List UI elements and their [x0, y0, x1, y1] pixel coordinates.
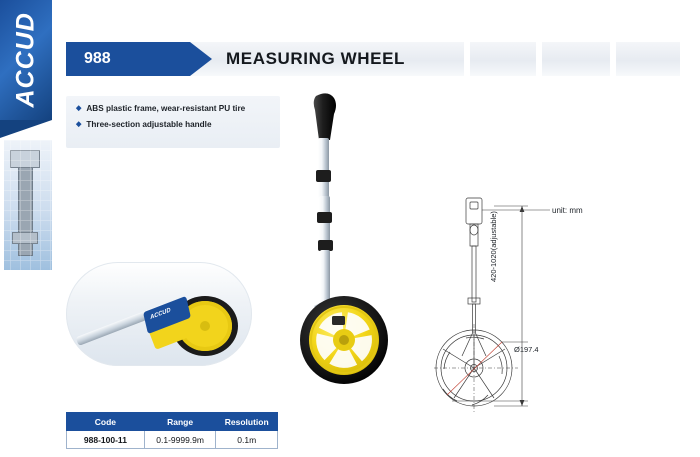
photo-brand-label: ACCUD	[149, 307, 172, 322]
diamond-bullet-icon: ◆	[76, 105, 82, 112]
feature-list	[66, 96, 280, 148]
page-title: MEASURING WHEEL	[226, 49, 405, 68]
diamond-bullet-icon: ◆	[76, 121, 82, 128]
feature-text: Three-section adjustable handle	[86, 120, 212, 129]
application-photo	[66, 262, 252, 366]
technical-drawing	[432, 186, 672, 416]
brand-name: ACCUD	[11, 12, 40, 108]
column-header-range: Range	[144, 413, 216, 431]
rail-grid-overlay	[0, 140, 56, 270]
spec-table	[66, 412, 278, 449]
unit-label: unit: mm	[552, 206, 583, 215]
product-header	[66, 42, 680, 76]
header-tick-3	[610, 42, 616, 76]
brand-block	[0, 0, 52, 120]
technical-drawing-svg	[432, 186, 672, 416]
table-header-row	[67, 413, 278, 431]
cell-resolution: 0.1m	[216, 431, 278, 449]
brand-rail	[0, 0, 56, 457]
column-header-resolution: Resolution	[216, 413, 278, 431]
header-tick-2	[536, 42, 542, 76]
header-tick-1	[464, 42, 470, 76]
list-item	[76, 103, 272, 115]
column-header-code: Code	[67, 413, 145, 431]
dimension-height-label: 420-1020(adjustable)	[489, 211, 498, 282]
dimension-diameter-label: Ø197.4	[514, 345, 539, 354]
product-code-badge: 988	[66, 42, 190, 76]
product-photo	[286, 88, 406, 388]
code-badge-arrow	[190, 42, 212, 76]
cell-code: 988-100-11	[67, 431, 145, 449]
product-photo-svg	[286, 88, 406, 388]
cell-range: 0.1-9999.9m	[144, 431, 216, 449]
list-item	[76, 119, 272, 131]
photo-wheel-hub	[200, 321, 210, 331]
table-row	[67, 431, 278, 449]
feature-text: ABS plastic frame, wear-resistant PU tire	[86, 104, 246, 113]
